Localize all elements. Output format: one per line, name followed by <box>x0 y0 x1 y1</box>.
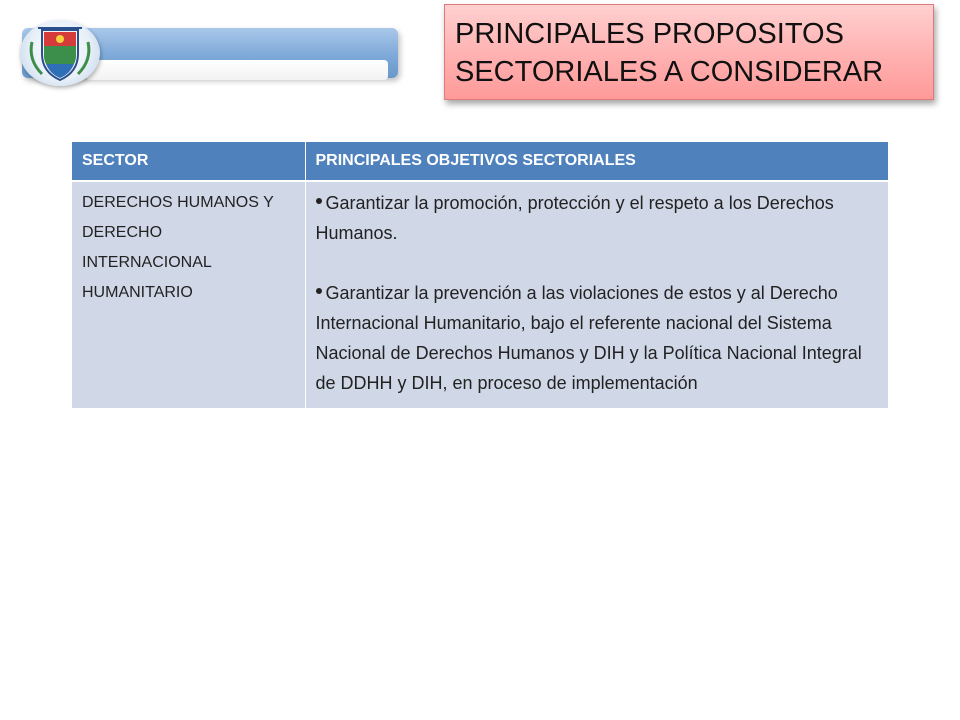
table-header-row <box>72 142 888 181</box>
column-header-objectives: PRINCIPALES OBJETIVOS SECTORIALES <box>305 142 888 181</box>
objective-item <box>316 278 879 398</box>
page-title: PRINCIPALES PROPOSITOS SECTORIALES A CONSIDERAR <box>455 18 884 88</box>
title-box <box>444 4 934 100</box>
objective-text: Garantizar la promoción, protección y el respeto a los Derechos Humanos. <box>315 193 834 243</box>
bullet-icon <box>316 198 322 204</box>
table-row <box>72 181 888 408</box>
column-header-sector: SECTOR <box>72 142 305 181</box>
objective-text: Garantizar la prevención a las violaciones de estos y al Derecho Internacional Humanitario, bajo el referente nacional del Sistema Nacional de Derechos Humanos y DIH y la Política Nacional Integral de DDHH y DIH, en proceso de implementación <box>315 283 862 393</box>
sector-cell: DERECHOS HUMANOS Y DERECHO INTERNACIONAL HUMANITARIO <box>72 181 305 408</box>
sector-objectives-table <box>72 142 888 408</box>
bullet-icon <box>316 288 322 294</box>
municipal-crest-icon <box>20 20 100 86</box>
objectives-cell <box>305 181 888 408</box>
header-decor-bar-inner <box>86 60 388 80</box>
objective-item <box>316 188 879 248</box>
